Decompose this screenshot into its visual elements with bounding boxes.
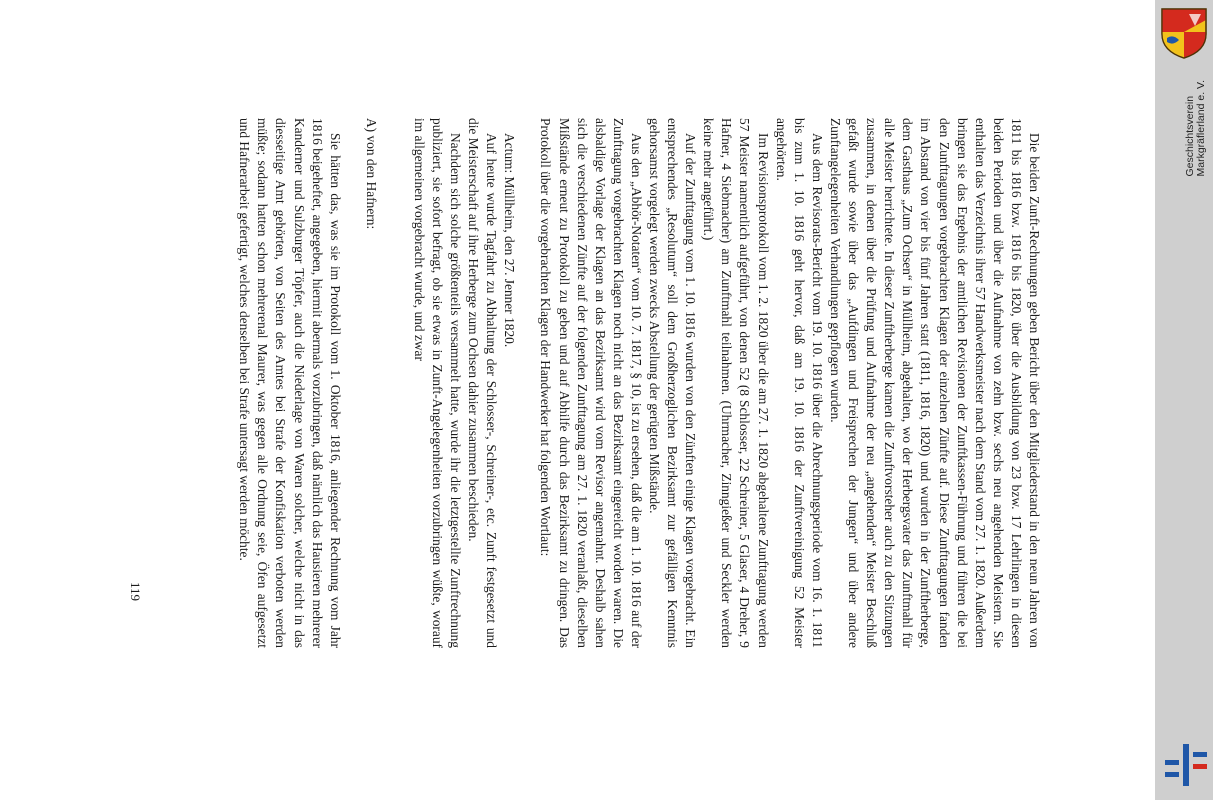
paragraph: Die beiden Zunft-Rechnungen geben Bericht über den Mitgliederstand in den neun Jahren von 1811 bis 1816 bzw. 1816 bis 1820, über die Ausbildung von 23 bzw. 17 Lehrlingen in diesen beiden Perioden und über die Aufnahme von zehn bzw. sechs neu angehenden Meistern. Sie enthalten das Verzeichnis ihrer 57 Handwerksmeister nach dem Stand vom 27. 1. 1820. Außerdem bringen sie das Ergebnis der amtlichen Revisionen der Zunftkassen-Führung und führen die bei den Zunfttagungen vorgebrachten Klagen der einzelnen Zünfte auf. Diese Zunfttagungen fanden im Abstand von vier bis fünf Jahren statt (1811, 1816, 1820) und wurden in der Zunftherberge, dem Gasthaus „Zum Ochsen“ in Müllheim, abgehalten, wo der Herbergsvater das Zunftmahl für alle Meister herrichtete. In dieser Zunftherberge kamen die Zunftvorsteher auch zu den Sitzungen zusammen, in denen über die Prüfung und Aufnahme der neu „angehenden“ Meister Beschluß gefaßt wurde sowie über das „Aufdingen und Freisprechen der Jungen“ und über andere Zunftangelegenheiten Verhandlungen gepflogen wurden. (827, 118, 1042, 648)
paragraph: Actum: Müllheim, den 27. Jenner 1820. (502, 133, 518, 348)
paragraph: Sie hätten das, was sie im Protokoll vom 1. Oktober 1816, anliegender Rechnung vom Jahr 1816 beigeheftet, angegeben, hiermit abermals vorzubringen, daß nämlich das Hausieren mehrerer Kanderner und Sulzburger Töpfer, auch die Niederlage von Waren solcher, welche nicht in das diesseitige Amt gehörten, von Seiten des Amtes bei Strafe der Konfiskation verboten werden müßte; sodann hatten schon mehrerenal Maurer, was gegen alle Ordnung seie, Öfen aufgesetzt und Hafnerarbeit gefertigt, welches denselben bei Strafe untersagt werden möchte. (237, 118, 343, 648)
paragraph: Auf heute wurde Tagfahrt zu Abhaltung der Schlosser-, Schreiner-, etc. Zunft festgesetzt und die Meisterschaft auf ihre Herberge zum Ochsen dahier zusammen beschieden. (466, 118, 500, 648)
page-number: 119 (128, 582, 143, 602)
paragraph: Auf der Zunfttagung vom 1. 10. 1816 wurden von den Zünften einige Klagen vorgebracht. Ein entsprechendes „Resolutum“ soll dem Großherzoglichen Bezirksamt zur gefälligen Kenntnis gehorsamst vorgelegt werden zwecks Abstellung der gerügten Mißstände. (647, 118, 699, 648)
society-line-1: Geschichtsverein (1184, 95, 1196, 177)
university-library-logo-icon (1163, 742, 1209, 788)
society-line-2: Markgräflerland e. V. (1195, 80, 1207, 177)
paragraph: Im Revisionsprotokoll vom 1. 2. 1820 über die am 27. 1. 1820 abgehaltene Zunfttagung werden 57 Meister namentlich aufgeführt, von denen 52 (8 Schlosser, 22 Schreiner, 5 Glaser, 4 Dreher, 9 Hafner, 4 Siebmacher) am Zunftmahl teilnahmen. (Uhrmacher, Zinngießer und Seckler werden keine mehr angeführt.) (701, 118, 771, 648)
section-heading: A) von den Hafnern: (363, 118, 379, 230)
paragraph: Aus dem Revisorats-Bericht vom 19. 10. 1816 über die Abrechnungsperiode vom 16. 1. 1811 bis zum 1. 10. 1816 geht hervor, daß am 19. 10. 1816 der Zunftvereinigung 52 Meister angehörten. (773, 118, 825, 648)
coat-of-arms-icon (1159, 6, 1209, 60)
paragraph: Aus den „Abhör-Notaten“ vom 10. 7. 1817, § 10, ist zu ersehen, daß die am 1. 10. 1816 auf der Zunfttagung vorgebrachten Klagen noch nicht an das Bezirksamt eingereicht worden waren. Die alsbaldige Vorlage der Klagen an das Bezirksamt wird vom Revisor angemahnt. Deshalb sahen sich die verschiedenen Zünfte auf der folgenden Zunfttagung am 27. 1. 1820 veranlaßt, dieselben Mißstände erneut zu Protokoll zu geben und auf Abhilfe durch das Bezirksamt zu dringen. Das Protokoll über die vorgebrachten Klagen der Handwerker hat folgenden Wortlaut: (538, 118, 644, 648)
paragraph: Nachdem sich solche größtenteils versammelt hatte, wurde ihr die letztgestellte Zunftrechnung publiziert, sie sofort befragt, ob sie etwas in Zunft-Angelegenheiten vorzubringen wüßte, worauf im allgemeinen vorgebracht wurde, und zwar (411, 118, 464, 648)
text-column (235, 118, 1043, 648)
society-name (1185, 80, 1207, 177)
